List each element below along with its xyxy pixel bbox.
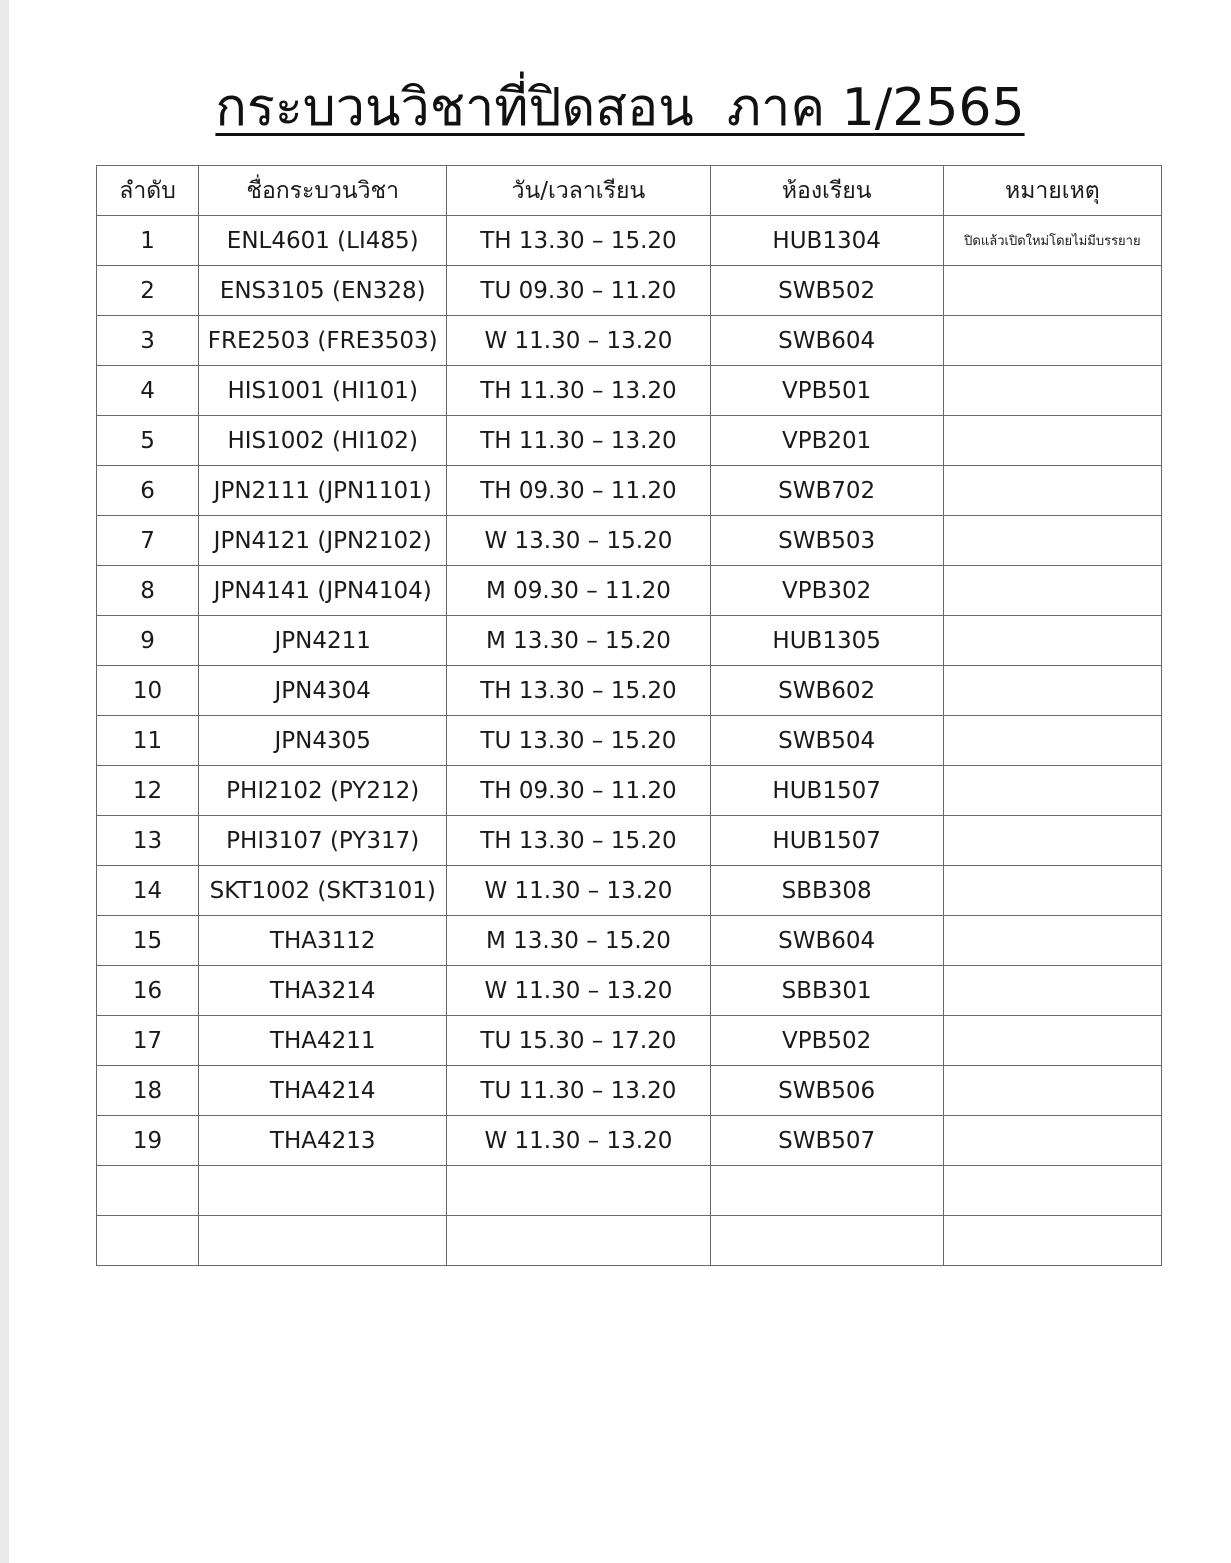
page-title: กระบวนวิชาที่ปิดสอน ภาค 1/2565 — [215, 78, 1025, 138]
cell-time: M 13.30 – 15.20 — [447, 916, 710, 966]
cell-room: HUB1507 — [710, 816, 943, 866]
cell-course: ENL4601 (LI485) — [199, 216, 447, 266]
cell-time: TU 11.30 – 13.20 — [447, 1066, 710, 1116]
cell-room: SWB604 — [710, 316, 943, 366]
cell-course: JPN4211 — [199, 616, 447, 666]
table-row — [97, 1216, 1162, 1266]
cell-time: M 09.30 – 11.20 — [447, 566, 710, 616]
cell-room: SBB308 — [710, 866, 943, 916]
cell-room: SWB602 — [710, 666, 943, 716]
cell-time: TH 13.30 – 15.20 — [447, 216, 710, 266]
cell-time: TU 15.30 – 17.20 — [447, 1016, 710, 1066]
cell-note — [943, 966, 1161, 1016]
cell-room: SWB604 — [710, 916, 943, 966]
cell-time: W 11.30 – 13.20 — [447, 316, 710, 366]
cell-time: TH 13.30 – 15.20 — [447, 666, 710, 716]
cell-no: 8 — [97, 566, 199, 616]
cell-note — [943, 1116, 1161, 1166]
table-row — [97, 966, 1162, 1016]
cell-note — [943, 316, 1161, 366]
cell-time: W 13.30 – 15.20 — [447, 516, 710, 566]
cell-room: VPB302 — [710, 566, 943, 616]
cell-room: SWB702 — [710, 466, 943, 516]
cell-course: SKT1002 (SKT3101) — [199, 866, 447, 916]
cell-no: 5 — [97, 416, 199, 466]
cell-note — [943, 916, 1161, 966]
cell-time: TU 13.30 – 15.20 — [447, 716, 710, 766]
table-row — [97, 366, 1162, 416]
cell-note — [943, 566, 1161, 616]
cell-room: SWB506 — [710, 1066, 943, 1116]
cell-note — [943, 666, 1161, 716]
cell-note — [943, 716, 1161, 766]
cell-room: SBB301 — [710, 966, 943, 1016]
cell-time: W 11.30 – 13.20 — [447, 1116, 710, 1166]
cell-course: JPN4305 — [199, 716, 447, 766]
cell-room: HUB1304 — [710, 216, 943, 266]
table-row — [97, 766, 1162, 816]
cell-course: FRE2503 (FRE3503) — [199, 316, 447, 366]
table-row — [97, 816, 1162, 866]
cell-time — [447, 1216, 710, 1266]
table-row — [97, 1116, 1162, 1166]
table-row — [97, 716, 1162, 766]
cell-room: SWB502 — [710, 266, 943, 316]
cell-no: 2 — [97, 266, 199, 316]
cell-course: THA3112 — [199, 916, 447, 966]
cell-course: JPN2111 (JPN1101) — [199, 466, 447, 516]
cell-course — [199, 1166, 447, 1216]
cell-room — [710, 1166, 943, 1216]
cell-note — [943, 1166, 1161, 1216]
cell-room: SWB504 — [710, 716, 943, 766]
cell-time: W 11.30 – 13.20 — [447, 866, 710, 916]
header-room: ห้องเรียน — [710, 166, 943, 216]
header-note: หมายเหตุ — [943, 166, 1161, 216]
table-row — [97, 216, 1162, 266]
cell-room: SWB503 — [710, 516, 943, 566]
cell-no: 12 — [97, 766, 199, 816]
cell-note — [943, 366, 1161, 416]
cell-no: 16 — [97, 966, 199, 1016]
table-row — [97, 316, 1162, 366]
cell-note — [943, 766, 1161, 816]
cell-room: VPB201 — [710, 416, 943, 466]
cell-note — [943, 866, 1161, 916]
cell-course: JPN4121 (JPN2102) — [199, 516, 447, 566]
cell-no: 11 — [97, 716, 199, 766]
table-header-row — [97, 166, 1162, 216]
cell-note — [943, 516, 1161, 566]
cell-note — [943, 1216, 1161, 1266]
header-course: ชื่อกระบวนวิชา — [199, 166, 447, 216]
cell-course: THA4211 — [199, 1016, 447, 1066]
cell-course: ENS3105 (EN328) — [199, 266, 447, 316]
cell-time: TH 09.30 – 11.20 — [447, 766, 710, 816]
cell-no: 6 — [97, 466, 199, 516]
cell-room: VPB501 — [710, 366, 943, 416]
table-row — [97, 666, 1162, 716]
cell-no: 18 — [97, 1066, 199, 1116]
cell-course: JPN4304 — [199, 666, 447, 716]
cell-no: 17 — [97, 1016, 199, 1066]
cell-no: 1 — [97, 216, 199, 266]
cell-time: TH 13.30 – 15.20 — [447, 816, 710, 866]
table-row — [97, 1166, 1162, 1216]
cell-note — [943, 816, 1161, 866]
cell-room: HUB1305 — [710, 616, 943, 666]
cell-note — [943, 416, 1161, 466]
cell-no: 14 — [97, 866, 199, 916]
cell-no: 3 — [97, 316, 199, 366]
cell-course: THA4214 — [199, 1066, 447, 1116]
header-no: ลำดับ — [97, 166, 199, 216]
cell-time: TH 11.30 – 13.20 — [447, 366, 710, 416]
table-row — [97, 416, 1162, 466]
cell-no: 9 — [97, 616, 199, 666]
table-row — [97, 1066, 1162, 1116]
table-body — [97, 216, 1162, 1266]
cell-no: 10 — [97, 666, 199, 716]
course-schedule-table — [96, 165, 1162, 1266]
cell-time: TH 11.30 – 13.20 — [447, 416, 710, 466]
cell-no: 19 — [97, 1116, 199, 1166]
cell-note — [943, 1066, 1161, 1116]
cell-room — [710, 1216, 943, 1266]
cell-course: THA4213 — [199, 1116, 447, 1166]
cell-course: PHI3107 (PY317) — [199, 816, 447, 866]
cell-room: VPB502 — [710, 1016, 943, 1066]
cell-time — [447, 1166, 710, 1216]
cell-course: PHI2102 (PY212) — [199, 766, 447, 816]
cell-course: THA3214 — [199, 966, 447, 1016]
cell-time: M 13.30 – 15.20 — [447, 616, 710, 666]
table-row — [97, 466, 1162, 516]
table-row — [97, 266, 1162, 316]
document-page — [9, 0, 1231, 1563]
page-left-margin — [0, 0, 9, 1563]
cell-note — [943, 266, 1161, 316]
table-row — [97, 916, 1162, 966]
cell-room: HUB1507 — [710, 766, 943, 816]
cell-note — [943, 616, 1161, 666]
cell-note — [943, 466, 1161, 516]
table-row — [97, 1016, 1162, 1066]
cell-note — [943, 1016, 1161, 1066]
cell-room: SWB507 — [710, 1116, 943, 1166]
cell-course: HIS1001 (HI101) — [199, 366, 447, 416]
table-row — [97, 866, 1162, 916]
cell-no: 15 — [97, 916, 199, 966]
cell-course — [199, 1216, 447, 1266]
table-row — [97, 516, 1162, 566]
cell-time: W 11.30 – 13.20 — [447, 966, 710, 1016]
cell-time: TH 09.30 – 11.20 — [447, 466, 710, 516]
table-row — [97, 616, 1162, 666]
cell-no: 13 — [97, 816, 199, 866]
cell-no — [97, 1166, 199, 1216]
table-row — [97, 566, 1162, 616]
header-time: วัน/เวลาเรียน — [447, 166, 710, 216]
cell-note: ปิดแล้วเปิดใหม่โดยไม่มีบรรยาย — [943, 216, 1161, 266]
cell-course: HIS1002 (HI102) — [199, 416, 447, 466]
cell-no — [97, 1216, 199, 1266]
cell-no: 4 — [97, 366, 199, 416]
cell-course: JPN4141 (JPN4104) — [199, 566, 447, 616]
cell-no: 7 — [97, 516, 199, 566]
cell-time: TU 09.30 – 11.20 — [447, 266, 710, 316]
